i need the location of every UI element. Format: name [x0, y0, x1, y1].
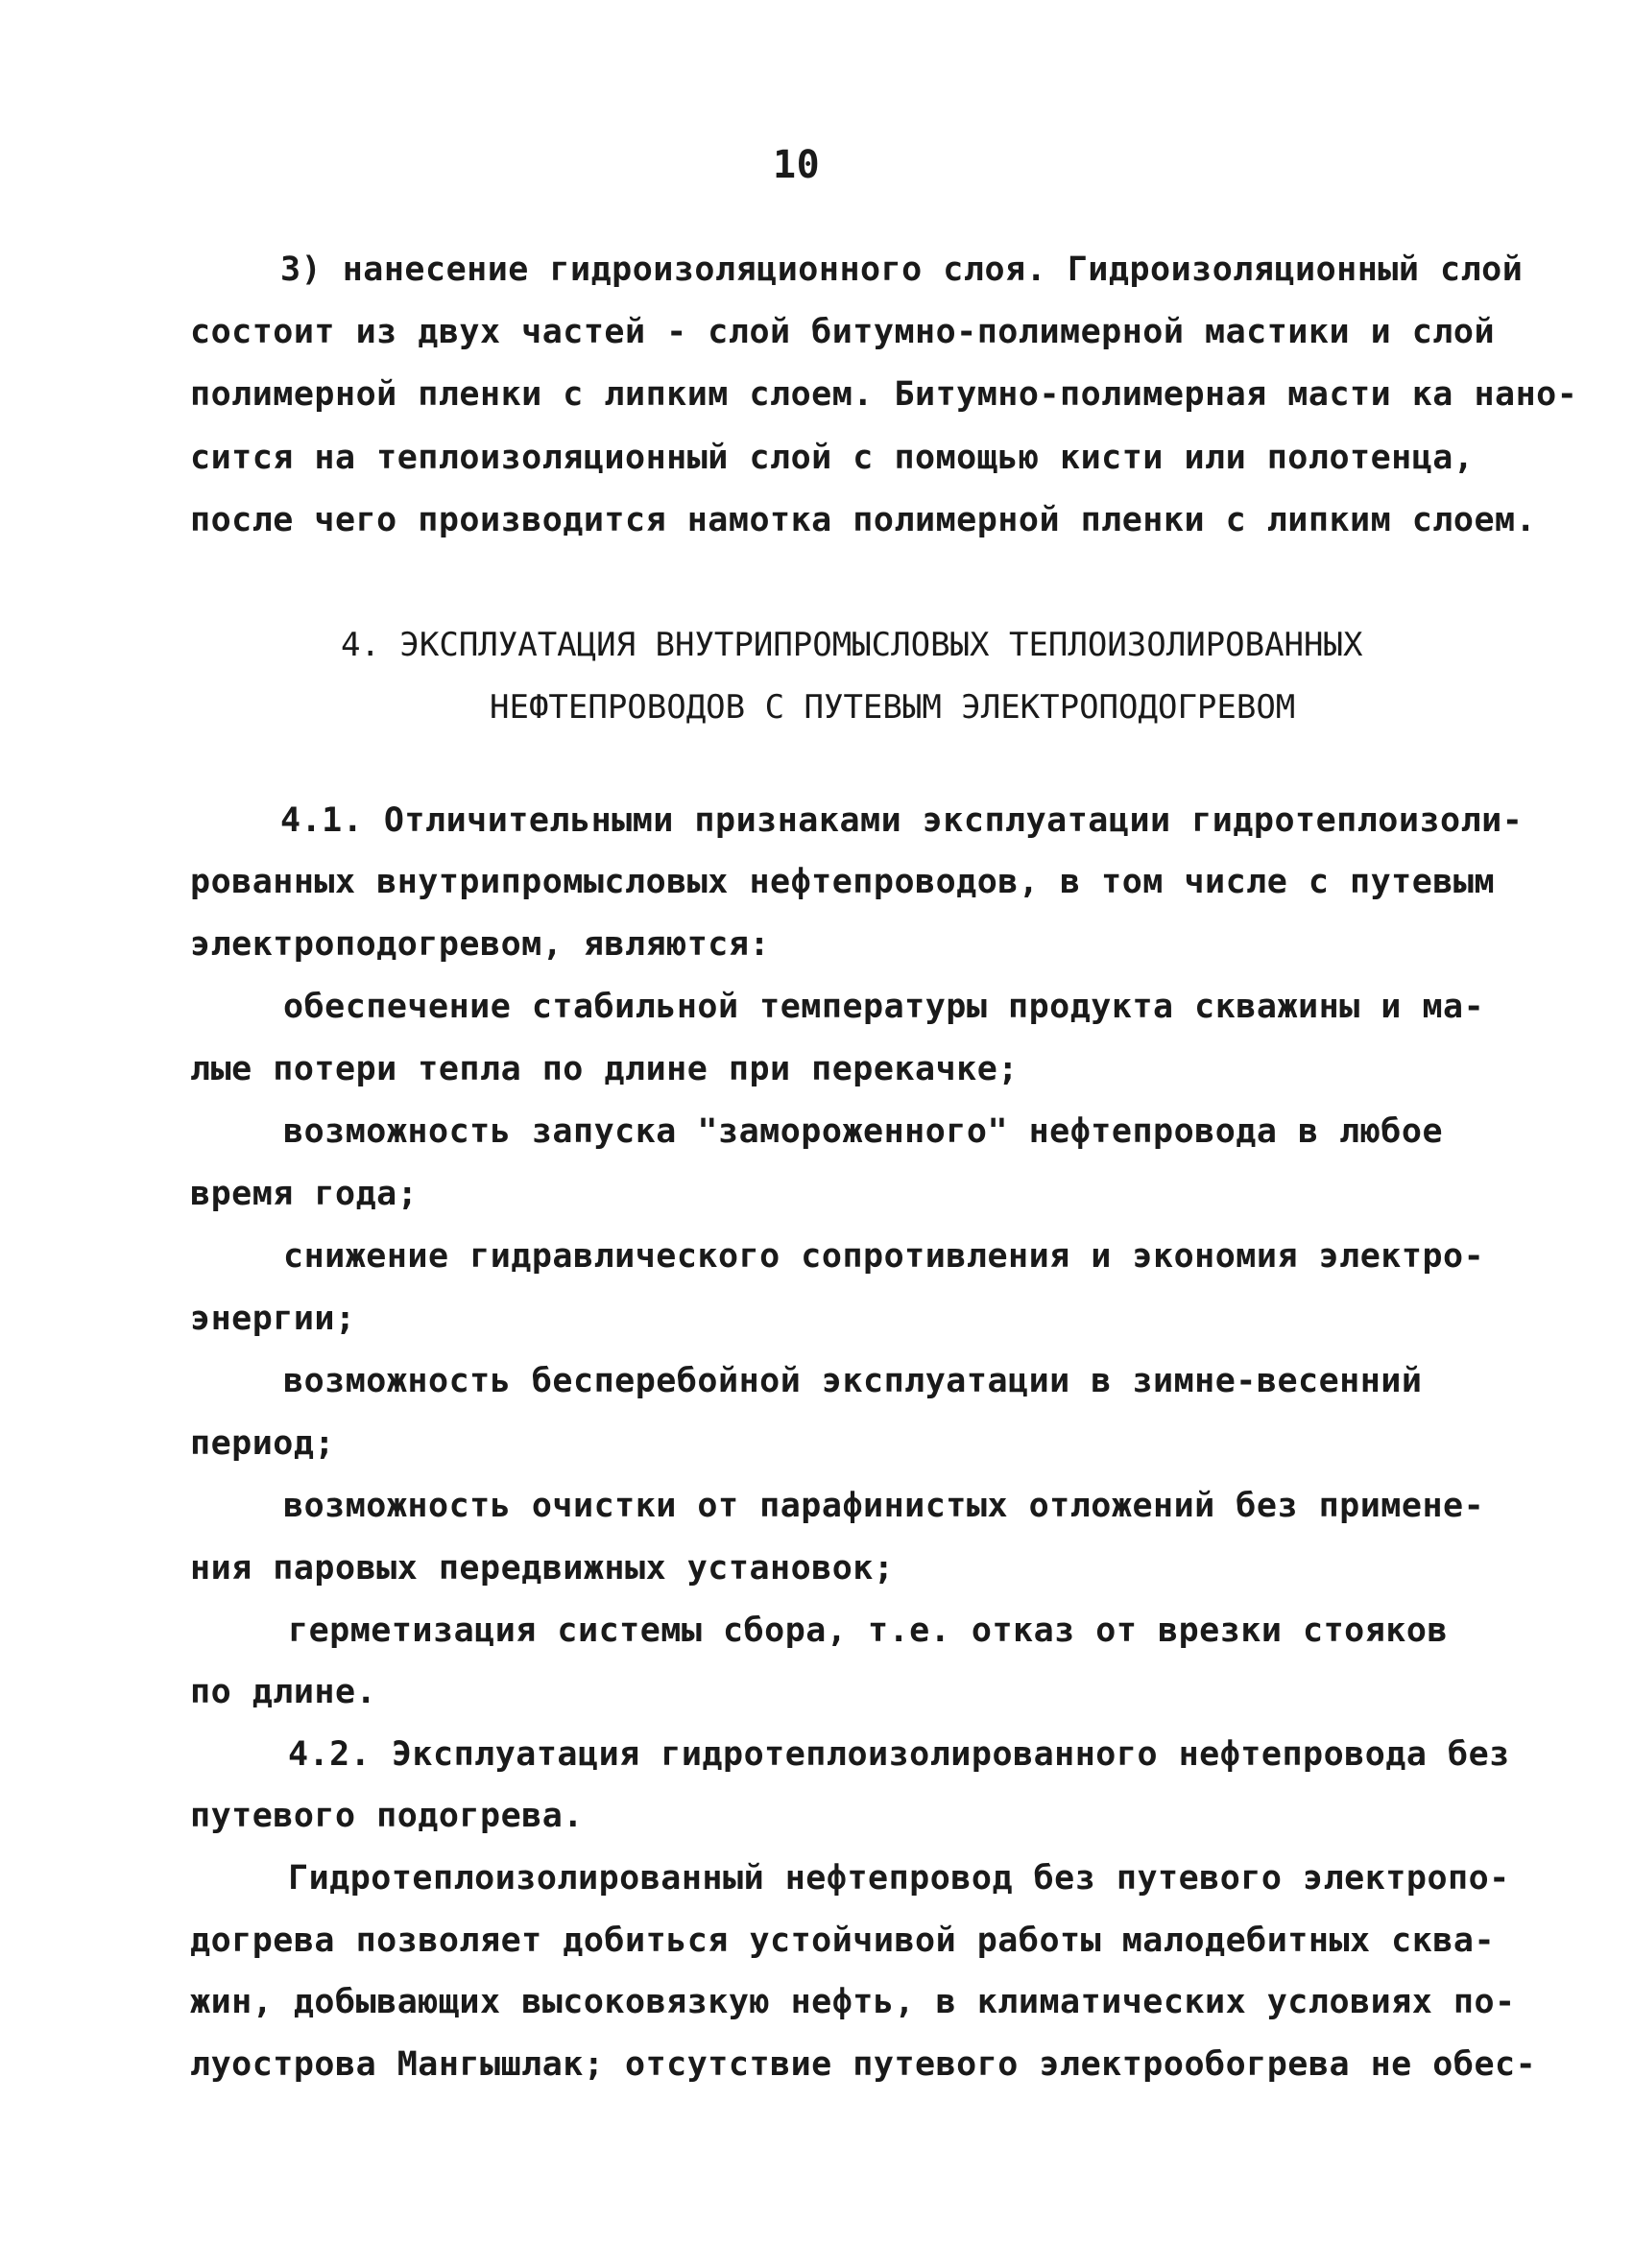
feature-6-line-1: герметизация системы сбора, т.е. отказ от врезки стояков [288, 1611, 1449, 1650]
feature-1-line-1: обеспечение стабильной температуры продукта скважины и ма- [283, 988, 1485, 1026]
para-4-1-line-3: электроподогревом, являются: [190, 925, 771, 964]
para-4-2-line-2: путевого подогрева. [190, 1797, 584, 1835]
last-para-line-3: жин, добывающих высоковязкую нефть, в климатических условиях по- [190, 1983, 1516, 2021]
feature-5-line-2: ния паровых передвижных установок; [190, 1549, 895, 1588]
feature-3-line-1: снижение гидравлического сопротивления и экономия электро- [283, 1237, 1485, 1276]
feature-1-line-2: лые потери тепла по длине при перекачке; [190, 1050, 1019, 1088]
feature-3-line-2: энергии; [190, 1300, 356, 1338]
feature-4-line-1: возможность бесперебойной эксплуатации в зимне-весенний [283, 1362, 1423, 1400]
page-number: 10 [773, 143, 821, 187]
section-4-heading-line-2: НЕФТЕПРОВОДОВ С ПУТЕВЫМ ЭЛЕКТРОПОДОГРЕВОМ [490, 688, 1296, 727]
item-3-line-3: полимерной пленки с липким слоем. Битумно-полимерная масти ка нано- [190, 375, 1578, 414]
feature-6-line-2: по длине. [190, 1673, 377, 1711]
item-3-line-5: после чего производится намотка полимерной пленки с липким слоем. [190, 501, 1537, 539]
para-4-1-line-2: рованных внутрипромысловых нефтепроводов, в том числе с путевым [190, 863, 1496, 901]
item-3-line-2: состоит из двух частей - слой битумно-полимерной мастики и слой [190, 313, 1496, 351]
section-4-heading-line-1: 4. ЭКСПЛУАТАЦИЯ ВНУТРИПРОМЫСЛОВЫХ ТЕПЛОИЗОЛИРОВАННЫХ [341, 626, 1363, 664]
para-4-2-line-1: 4.2. Эксплуатация гидротеплоизолированного нефтепровода без [288, 1735, 1510, 1774]
item-3-line-1: 3) нанесение гидроизоляционного слоя. Гидроизоляционный слой [280, 251, 1524, 289]
feature-2-line-1: возможность запуска "замороженного" нефтепровода в любое [283, 1112, 1444, 1151]
feature-4-line-2: период; [190, 1424, 336, 1463]
last-para-line-1: Гидротеплоизолированный нефтепровод без путевого электропо- [288, 1859, 1510, 1898]
last-para-line-4: луострова Мангышлак; отсутствие путевого электрообогрева не обес- [190, 2045, 1537, 2084]
feature-2-line-2: время года; [190, 1175, 419, 1213]
feature-5-line-1: возможность очистки от парафинистых отложений без примене- [283, 1487, 1485, 1525]
para-4-1-line-1: 4.1. Отличительными признаками эксплуатации гидротеплоизоли- [280, 801, 1524, 840]
last-para-line-2: догрева позволяет добиться устойчивой работы малодебитных сква- [190, 1922, 1496, 1960]
item-3-line-4: сится на теплоизоляционный слой с помощью кисти или полотенца, [190, 439, 1475, 477]
